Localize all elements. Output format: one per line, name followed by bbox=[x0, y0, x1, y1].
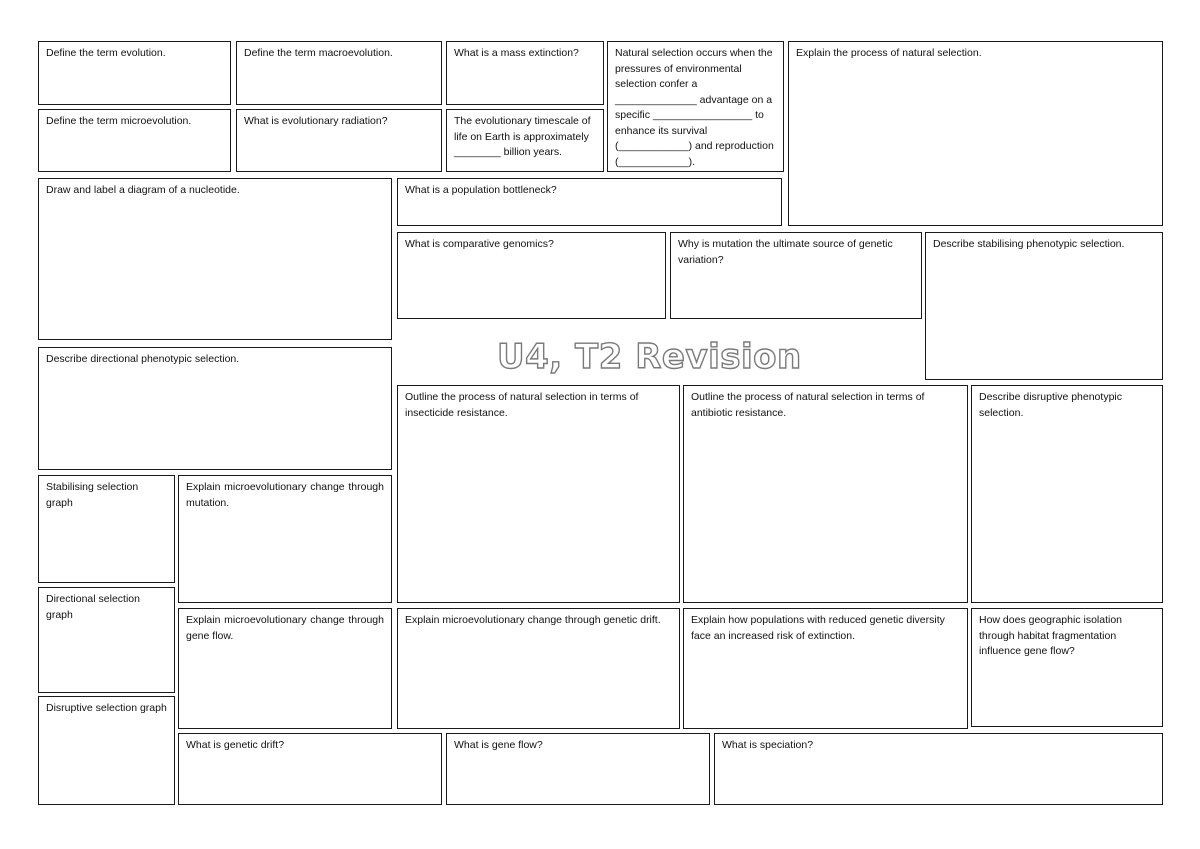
directional-graph-box bbox=[38, 587, 175, 693]
insecticide-prompt: Outline the process of natural selection in terms of insecticide resistance. bbox=[405, 391, 639, 419]
mass-extinction-box bbox=[446, 41, 604, 105]
genetic-drift-box bbox=[178, 733, 442, 805]
timescale-box bbox=[446, 109, 604, 172]
stabilising-graph-box bbox=[38, 475, 175, 583]
mutation-source-prompt: Why is mutation the ultimate source of genetic variation? bbox=[678, 238, 893, 266]
comparative-genomics-box bbox=[397, 232, 666, 319]
nucleotide-box bbox=[38, 178, 392, 340]
stabilising-selection-box bbox=[925, 232, 1163, 380]
directional-graph-label: Directional selection graph bbox=[46, 593, 140, 621]
speciation-box bbox=[714, 733, 1163, 805]
disruptive-selection-prompt: Describe disruptive phenotypic selection. bbox=[979, 391, 1122, 419]
page-title: U4, T2 Revision bbox=[497, 337, 802, 377]
micro-genetic-drift-box bbox=[397, 608, 680, 729]
micro-gene-flow-prompt: Explain microevolutionary change through gene flow. bbox=[186, 614, 384, 642]
natural-selection-fill-box bbox=[607, 41, 784, 172]
reduced-diversity-prompt: Explain how populations with reduced genetic diversity face an increased risk of extinction. bbox=[691, 614, 945, 642]
stabilising-selection-prompt: Describe stabilising phenotypic selection. bbox=[933, 238, 1125, 250]
evolutionary-radiation-box bbox=[236, 109, 442, 172]
mutation-source-box bbox=[670, 232, 922, 319]
directional-selection-prompt: Describe directional phenotypic selection. bbox=[46, 353, 240, 365]
stabilising-graph-label: Stabilising selection graph bbox=[46, 481, 139, 509]
micro-mutation-prompt: Explain microevolutionary change through mutation. bbox=[186, 481, 384, 509]
disruptive-graph-label: Disruptive selection graph bbox=[46, 702, 167, 714]
macroevolution-prompt: Define the term macroevolution. bbox=[244, 47, 393, 59]
microevolution-box bbox=[38, 109, 231, 172]
insecticide-box bbox=[397, 385, 680, 603]
evolution-box bbox=[38, 41, 231, 105]
disruptive-selection-box bbox=[971, 385, 1163, 603]
directional-selection-box bbox=[38, 347, 392, 470]
speciation-prompt: What is speciation? bbox=[722, 739, 814, 751]
antibiotic-prompt: Outline the process of natural selection in terms of antibiotic resistance. bbox=[691, 391, 925, 419]
gene-flow-prompt: What is gene flow? bbox=[454, 739, 543, 751]
timescale-prompt: The evolutionary timescale of life on Earth is approximately ________ billion years. bbox=[454, 115, 591, 158]
gene-flow-box bbox=[446, 733, 710, 805]
geographic-isolation-box bbox=[971, 608, 1163, 727]
bottleneck-box bbox=[397, 178, 782, 226]
natural-selection-fill-prompt: Natural selection occurs when the pressures of environmental selection confer a ______________ advantage on a specific _________________ to enhance its survival (____________) and reproduction (____________). bbox=[615, 47, 774, 168]
genetic-drift-prompt: What is genetic drift? bbox=[186, 739, 285, 751]
evolution-prompt: Define the term evolution. bbox=[46, 47, 166, 59]
antibiotic-box bbox=[683, 385, 968, 603]
mass-extinction-prompt: What is a mass extinction? bbox=[454, 47, 579, 59]
explain-natural-selection-prompt: Explain the process of natural selection. bbox=[796, 47, 982, 59]
bottleneck-prompt: What is a population bottleneck? bbox=[405, 184, 557, 196]
micro-mutation-box bbox=[178, 475, 392, 603]
nucleotide-prompt: Draw and label a diagram of a nucleotide. bbox=[46, 184, 240, 196]
evolutionary-radiation-prompt: What is evolutionary radiation? bbox=[244, 115, 388, 127]
microevolution-prompt: Define the term microevolution. bbox=[46, 115, 192, 127]
reduced-diversity-box bbox=[683, 608, 968, 729]
explain-natural-selection-box bbox=[788, 41, 1163, 226]
micro-gene-flow-box bbox=[178, 608, 392, 729]
macroevolution-box bbox=[236, 41, 442, 105]
micro-genetic-drift-prompt: Explain microevolutionary change through genetic drift. bbox=[405, 614, 661, 626]
disruptive-graph-box bbox=[38, 696, 175, 805]
geographic-isolation-prompt: How does geographic isolation through habitat fragmentation influence gene flow? bbox=[979, 614, 1123, 657]
comparative-genomics-prompt: What is comparative genomics? bbox=[405, 238, 554, 250]
